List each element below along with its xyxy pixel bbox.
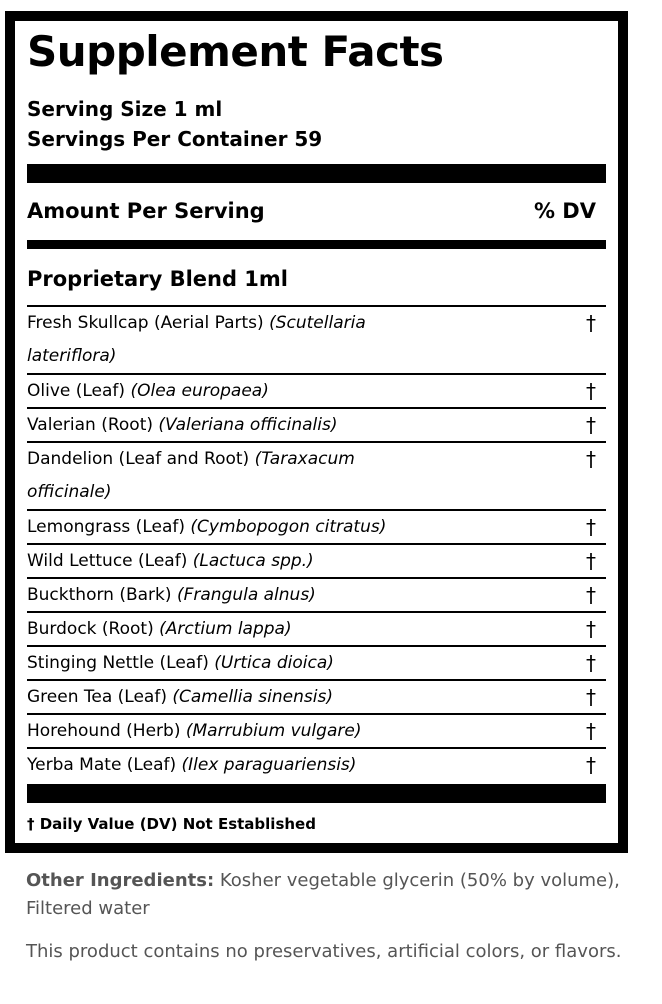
ingredient-latin: (Lactuca spp.) xyxy=(192,551,314,571)
ingredient-name-cell xyxy=(27,579,556,612)
dv-footnote: † Daily Value (DV) Not Established xyxy=(27,815,316,833)
ingredient-latin: (Olea europaea) xyxy=(130,381,269,401)
ingredient-name-cell xyxy=(27,647,556,680)
ingredient-name-cell xyxy=(27,511,556,544)
ingredient-latin: (Cymbopogon citratus) xyxy=(190,517,387,537)
ingredient-name: Fresh Skullcap (Aerial Parts) xyxy=(27,313,264,333)
ingredient-name-cell xyxy=(27,613,556,646)
dv-header: % DV xyxy=(533,199,596,223)
other-ingredients xyxy=(26,867,626,923)
ingredient-latin: (Marrubium vulgare) xyxy=(185,721,362,741)
ingredient-name: Olive (Leaf) xyxy=(27,381,126,401)
ingredient-latin: (Ilex paraguariensis) xyxy=(181,755,357,775)
ingredient-latin: (Scutellaria lateriflora) xyxy=(27,313,366,366)
ingredient-name: Yerba Mate (Leaf) xyxy=(27,755,177,775)
ingredient-row xyxy=(27,647,606,681)
ingredient-latin: (Taraxacum officinale) xyxy=(27,449,355,502)
ingredient-row xyxy=(27,715,606,749)
servings-per-container: Servings Per Container 59 xyxy=(27,127,323,151)
ingredient-row xyxy=(27,681,606,715)
ingredient-row xyxy=(27,443,606,511)
dv-value: † xyxy=(586,651,596,675)
dv-value: † xyxy=(586,685,596,709)
label-title: Supplement Facts xyxy=(27,27,444,76)
dv-value: † xyxy=(586,379,596,403)
blend-title: Proprietary Blend 1ml xyxy=(27,267,289,291)
ingredient-row xyxy=(27,375,606,409)
ingredient-name: Dandelion (Leaf and Root) xyxy=(27,449,250,469)
ingredient-latin: (Arctium lappa) xyxy=(159,619,292,639)
ingredient-row xyxy=(27,409,606,443)
dv-value: † xyxy=(586,719,596,743)
dv-value: † xyxy=(586,311,596,335)
ingredient-name-cell xyxy=(27,307,387,373)
ingredient-latin: (Frangula alnus) xyxy=(176,585,316,605)
bottom-thick-divider xyxy=(27,784,606,803)
ingredient-name: Stinging Nettle (Leaf) xyxy=(27,653,209,673)
ingredient-row xyxy=(27,749,606,783)
ingredient-name: Horehound (Herb) xyxy=(27,721,181,741)
ingredient-row xyxy=(27,579,606,613)
other-ingredients-text: Kosher vegetable glycerin (50% by volume), Filtered water xyxy=(26,870,620,919)
ingredient-row xyxy=(27,307,606,375)
ingredient-latin: (Valeriana officinalis) xyxy=(158,415,338,435)
ingredient-name-cell xyxy=(27,545,556,578)
ingredient-row xyxy=(27,511,606,545)
ingredient-name-cell xyxy=(27,681,556,714)
dv-value: † xyxy=(586,447,596,471)
ingredient-name-cell xyxy=(27,409,556,442)
ingredient-name-cell xyxy=(27,375,556,408)
dv-value: † xyxy=(586,515,596,539)
thick-divider xyxy=(27,164,606,183)
ingredient-name-cell xyxy=(27,749,556,782)
ingredient-row xyxy=(27,613,606,647)
ingredient-name: Buckthorn (Bark) xyxy=(27,585,172,605)
dv-value: † xyxy=(586,583,596,607)
ingredient-name-cell xyxy=(27,715,556,748)
medium-divider xyxy=(27,240,606,249)
ingredient-name: Burdock (Root) xyxy=(27,619,154,639)
ingredient-name: Lemongrass (Leaf) xyxy=(27,517,185,537)
serving-size: Serving Size 1 ml xyxy=(27,97,223,121)
preservatives-disclaimer: This product contains no preservatives, artificial colors, or flavors. xyxy=(26,941,622,962)
ingredient-name: Wild Lettuce (Leaf) xyxy=(27,551,188,571)
amount-per-serving-header: Amount Per Serving xyxy=(27,199,265,223)
dv-value: † xyxy=(586,617,596,641)
other-ingredients-label: Other Ingredients: xyxy=(26,870,215,891)
amount-header-row xyxy=(27,201,606,222)
dv-value: † xyxy=(586,413,596,437)
ingredient-latin: (Urtica dioica) xyxy=(214,653,334,673)
ingredient-name: Valerian (Root) xyxy=(27,415,153,435)
supplement-facts-panel xyxy=(5,11,628,853)
ingredient-name-cell xyxy=(27,443,387,509)
ingredient-latin: (Camellia sinensis) xyxy=(172,687,333,707)
dv-value: † xyxy=(586,753,596,777)
ingredient-list xyxy=(27,307,606,783)
ingredient-row xyxy=(27,545,606,579)
dv-value: † xyxy=(586,549,596,573)
ingredient-name: Green Tea (Leaf) xyxy=(27,687,167,707)
